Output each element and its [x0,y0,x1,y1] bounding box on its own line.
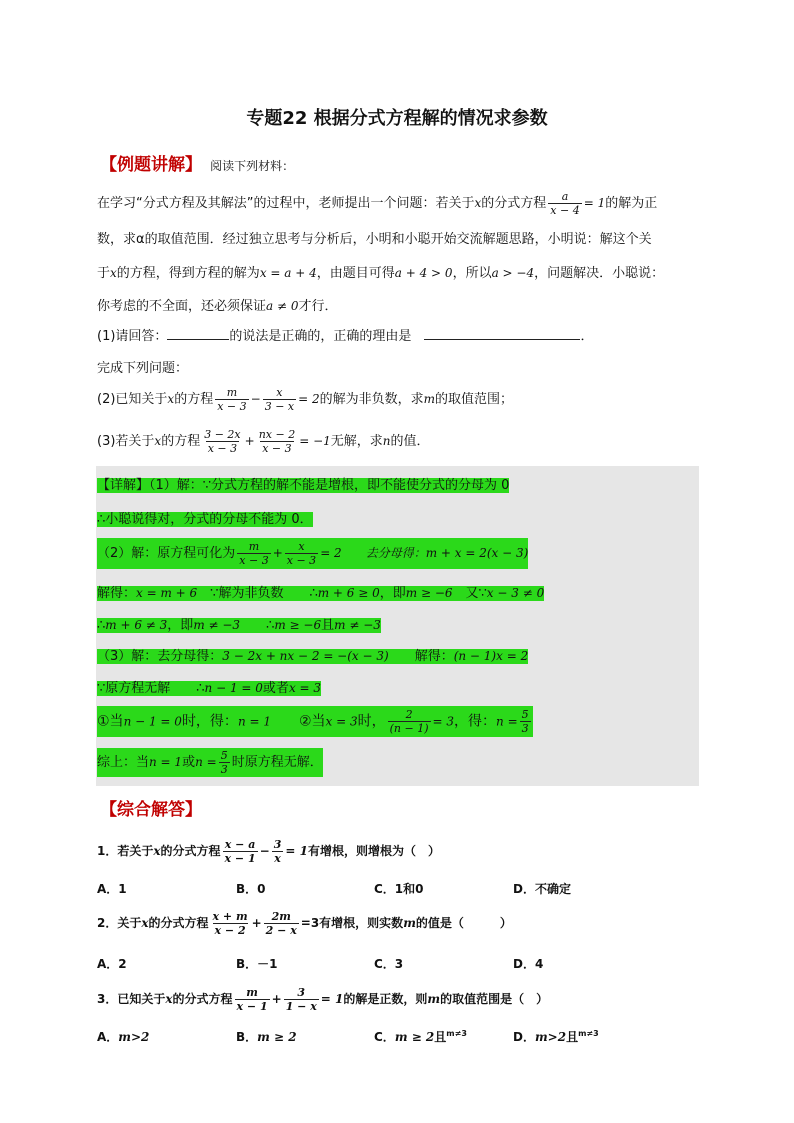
equation-fraction: $\frac{a}{x - 4}$ [550,190,580,217]
reason-blank [424,339,580,340]
comp-q2-option-d: D．4 [513,957,544,971]
comp-q1-option-d: D．不确定 [513,882,571,896]
question-3: (3)若关于x的方程 $\frac{3 - 2x}{x - 3}$ + $\frac{nx - 2}{x - 3}$ = −1无解，求n的值． [97,428,430,455]
comp-q1-option-b: B．0 [236,882,266,896]
question-1: (1)请回答： 的说法是正确的，正确的理由是 ． [97,329,594,344]
answer-blank [167,339,229,340]
example-paragraph-line-2: 数，求α的取值范围．经过独立思考与分析后，小明和小聪开始交流解题思路，小明说：解这个关 [97,232,652,247]
example-paragraph-line-4: 你考虑的不全面，还必须保证a ≠ 0才行． [97,299,338,314]
solution-line-4: 解得：x = m + 6 ∵解为非负数 ∴m + 6 ≥ 0，即m ≥ −6 又∵x − 3 ≠ 0 [97,586,545,601]
comp-q2-option-c: C．3 [374,957,404,971]
example-intro: 阅读下列材料： [210,159,295,173]
example-heading: 【例题讲解】 [100,155,202,175]
comp-q1-option-c: C．1和0 [374,882,424,896]
solution-line-7: ∵原方程无解 ∴n − 1 = 0或者x = 3 [97,681,322,696]
example-section [100,150,294,175]
solution-line-8: ①当n − 1 = 0时，得：n = 1 ②当x = 3时， $\frac{2}{(n - 1)}$ = 3，得：n = $\frac{5}{3}$ [97,706,533,737]
comp-q3-option-a: A．m>2 [97,1030,150,1044]
solution-line-5: ∴m + 6 ≠ 3，即m ≠ −3 ∴m ≥ −6且m ≠ −3 [97,618,381,633]
comp-q3-option-b: B．m ≥ 2 [236,1030,297,1044]
comp-question-3: 3．已知关于x的分式方程 $\frac{m}{x - 1}$ + $\frac{3}{1 - x}$ = 1的解是正数，则m的取值范围是（ ） [97,986,549,1013]
comp-question-2: 2．关于x的分式方程 $\frac{x + m}{x - 2}$ + $\frac{2m}{2 - x}$ =3有增根，则实数m的值是（ ） [97,910,512,937]
solution-line-2: ∴小聪说得对，分式的分母不能为 0． [97,512,313,527]
comprehensive-heading: 【综合解答】 [100,800,202,820]
comp-q2-option-b: B．－1 [236,957,278,971]
question-2: (2)已知关于x的方程 $\frac{m}{x - 3}$ − $\frac{x}{3 - x}$ = 2的解为非负数，求m的取值范围； [97,386,514,413]
comp-q2-option-a: A．2 [97,957,127,971]
comp-question-1: 1．若关于x的分式方程 $\frac{x - a}{x - 1}$ − $\frac{3}{x}$ = 1有增根，则增根为（ ） [97,838,440,865]
page-title: 专题22 根据分式方程解的情况求参数 [246,108,548,129]
solution-line-6: （3）解：去分母得：3 − 2x + nx − 2 = −(x − 3) 解得：(n − 1)x = 2 [97,649,529,664]
solution-line-3: （2）解：原方程可化为 $\frac{m}{x - 3}$ + $\frac{x}{x - 3}$ = 2 去分母得：m + x = 2(x − 3) [97,540,529,567]
solution-line-1: 【详解】（1）解：∵分式方程的解不能是增根，即不能使分式的分母为 0 [97,478,510,493]
example-paragraph-line-3: 于x的方程，得到方程的解为x = a + 4，由题目可得a + 4 > 0，所以a > −4，问题解决．小聪说： [97,266,665,281]
finish-prompt: 完成下列问题： [97,361,189,376]
comp-q3-option-d: D．m>2且$^{m\ne 3}$ [513,1029,599,1044]
solution-line-9: 综上：当n = 1或n = $\frac{5}{3}$ 时原方程无解． [97,749,323,776]
example-paragraph-line-1: 在学习“分式方程及其解法”的过程中，老师提出一个问题：若关于x的分式方程 $\frac{a}{x - 4}$ = 1的解为正 [97,190,658,217]
comp-q3-option-c: C．m ≥ 2且$^{m\ne 3}$ [374,1029,467,1044]
comp-q1-option-a: A．1 [97,882,127,896]
